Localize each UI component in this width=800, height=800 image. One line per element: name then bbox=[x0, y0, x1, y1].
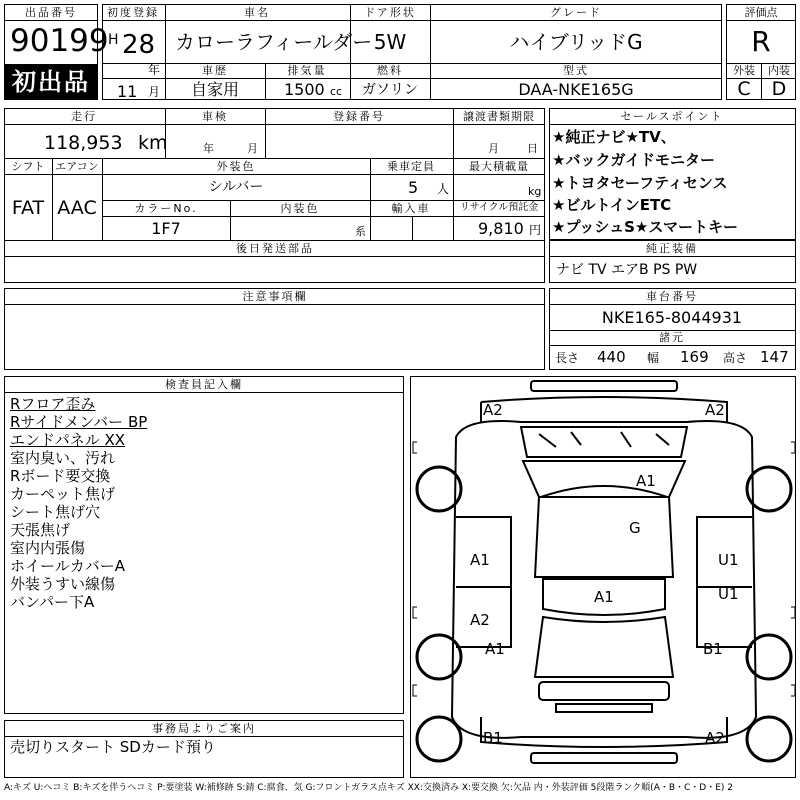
score: R bbox=[751, 25, 771, 58]
history-label: 車歴 bbox=[202, 64, 228, 77]
car-name: カローラフィールダー bbox=[175, 30, 373, 54]
height: 147 bbox=[760, 348, 789, 366]
inspector-line: Rサイドメンバー BP bbox=[10, 413, 148, 431]
damage-code: B1 bbox=[703, 640, 723, 658]
history: 自家用 bbox=[190, 80, 240, 99]
color-label: 外装色 bbox=[216, 160, 256, 173]
fuel: ガソリン bbox=[362, 82, 418, 98]
inspector-line: シート焦げ穴 bbox=[10, 503, 101, 521]
year-unit: 年 bbox=[148, 63, 161, 77]
notes-label: 注意事項欄 bbox=[242, 290, 308, 303]
int-label: 内装 bbox=[768, 64, 790, 77]
plate-label: 登録番号 bbox=[333, 110, 385, 123]
transfer-day-unit: 日 bbox=[527, 142, 538, 155]
length: 440 bbox=[597, 348, 626, 366]
sales-point: ★プッシュS★スマートキー bbox=[552, 218, 739, 236]
damage-code: U1 bbox=[718, 551, 739, 569]
capacity-unit: 人 bbox=[437, 182, 450, 196]
transfer-month-unit: 月 bbox=[488, 142, 499, 155]
color-no: 1F7 bbox=[151, 219, 181, 238]
int-grade: D bbox=[771, 78, 787, 100]
ext-label: 外装 bbox=[733, 64, 755, 77]
transfer-label: 譲渡書類期限 bbox=[463, 110, 535, 123]
month-unit: 月 bbox=[148, 85, 161, 99]
reg-month: 11 bbox=[117, 82, 138, 101]
dims-label: 諸元 bbox=[659, 331, 685, 344]
disp-label: 排気量 bbox=[287, 64, 327, 77]
parts-label: 後日発送部品 bbox=[236, 242, 314, 255]
capacity: 5 bbox=[408, 178, 419, 197]
damage-code: A1 bbox=[636, 472, 656, 490]
reg-year: 28 bbox=[122, 30, 156, 60]
inspector-line: ホイールカバーA bbox=[10, 557, 125, 575]
disp-unit: cc bbox=[330, 85, 343, 98]
doors: 5W bbox=[373, 30, 407, 54]
damage-code: G bbox=[629, 519, 641, 537]
load-label: 最大積載量 bbox=[469, 160, 529, 173]
insp-year-unit: 年 bbox=[203, 142, 214, 155]
mileage: 118,953 bbox=[44, 132, 123, 154]
car-damage-diagram bbox=[410, 376, 796, 778]
inspector-line: バンパー下A bbox=[10, 593, 95, 611]
inspector-line: 室内内張傷 bbox=[10, 539, 86, 557]
damage-code: B1 bbox=[483, 729, 503, 747]
inspection-label: 車検 bbox=[202, 110, 228, 123]
reg-label: 初度登録 bbox=[107, 6, 159, 19]
office-text: 売切りスタート SDカード預り bbox=[10, 738, 216, 756]
import-label: 輸入車 bbox=[391, 202, 431, 215]
office-label: 事務局よりご案内 bbox=[152, 722, 256, 735]
ac: AAC bbox=[57, 197, 97, 219]
width-label: 幅 bbox=[647, 351, 660, 365]
inspector-line: 室内臭い、汚れ bbox=[10, 449, 116, 467]
inspector-line: 外装うすい線傷 bbox=[10, 575, 116, 593]
lot-number: 90199 bbox=[10, 23, 109, 59]
sales-point: ★純正ナビ★TV、 bbox=[552, 128, 676, 146]
color-no-label: カラーNo. bbox=[134, 202, 198, 215]
length-label: 長さ bbox=[555, 351, 580, 365]
shift: FAT bbox=[11, 197, 45, 219]
inspector-line: カーペット焦げ bbox=[10, 485, 116, 503]
grade-label: グレード bbox=[550, 6, 602, 19]
damage-code: A2 bbox=[705, 729, 725, 747]
lot-label: 出品番号 bbox=[25, 6, 77, 19]
inspector-label: 検査員記入欄 bbox=[165, 378, 243, 391]
mileage-unit: km bbox=[138, 132, 168, 154]
model: DAA-NKE165G bbox=[518, 80, 634, 99]
era: H bbox=[108, 32, 119, 48]
height-label: 高さ bbox=[723, 351, 748, 365]
shift-label: シフト bbox=[11, 160, 45, 173]
score-label: 評価点 bbox=[744, 6, 778, 19]
color: シルバー bbox=[208, 179, 264, 195]
equipment-label: 純正装備 bbox=[646, 242, 698, 255]
ext-grade: C bbox=[737, 78, 751, 100]
damage-code: A1 bbox=[470, 551, 490, 569]
damage-code: A2 bbox=[483, 401, 503, 419]
mileage-label: 走行 bbox=[71, 110, 97, 123]
fuel-label: 燃料 bbox=[377, 64, 403, 77]
recycle: 9,810 bbox=[478, 219, 524, 238]
first-listing-label: 初出品 bbox=[12, 68, 90, 96]
door-label: ドア形状 bbox=[364, 6, 416, 19]
insp-month-unit: 月 bbox=[247, 142, 258, 155]
displacement: 1500 bbox=[284, 80, 325, 99]
inspector-line: 天張焦げ bbox=[10, 521, 71, 539]
name-label: 車名 bbox=[244, 6, 270, 19]
recycle-unit: 円 bbox=[529, 223, 542, 237]
equipment-items: ナビ TV エアB PS PW bbox=[556, 262, 698, 278]
inspector-line: エンドパネル XX bbox=[10, 431, 126, 449]
damage-code: U1 bbox=[718, 585, 739, 603]
inspector-line: Rボード要交換 bbox=[10, 467, 111, 485]
ac-label: エアコン bbox=[55, 160, 99, 173]
sales-point: ★トヨタセーフティセンス bbox=[552, 174, 728, 192]
int-color-label: 内装色 bbox=[280, 202, 320, 215]
legend-footer: A:キズ U:ヘコミ B:キズを伴うヘコミ P:要塗装 W:補修跡 S:錆 C:腐食、気 G:フロントガラス点キズ XX:交換済み X:要交換 欠:欠品 内・外装評価 5段階ランク順(A・B・C・D・E) 2 bbox=[4, 783, 734, 793]
damage-code: A2 bbox=[705, 401, 725, 419]
load-unit: kg bbox=[528, 185, 542, 198]
damage-code: A1 bbox=[594, 588, 614, 606]
car-outline bbox=[411, 377, 797, 779]
model-label: 型式 bbox=[563, 64, 589, 77]
damage-code: A2 bbox=[470, 611, 490, 629]
sales-label: セールスポイント bbox=[620, 110, 724, 123]
sales-point: ★ビルトインETC bbox=[552, 196, 672, 214]
int-color-suffix: 系 bbox=[355, 225, 366, 238]
recycle-label: リサイクル預託金 bbox=[459, 202, 539, 213]
chassis-number: NKE165-8044931 bbox=[601, 308, 743, 327]
grade: ハイブリッドG bbox=[509, 30, 643, 54]
width: 169 bbox=[680, 348, 709, 366]
inspector-line: Rフロア歪み bbox=[10, 395, 96, 413]
damage-code: A1 bbox=[485, 640, 505, 658]
capacity-label: 乗車定員 bbox=[387, 160, 435, 173]
sales-point: ★バックガイドモニター bbox=[552, 151, 715, 169]
chassis-label: 車台番号 bbox=[646, 290, 698, 303]
